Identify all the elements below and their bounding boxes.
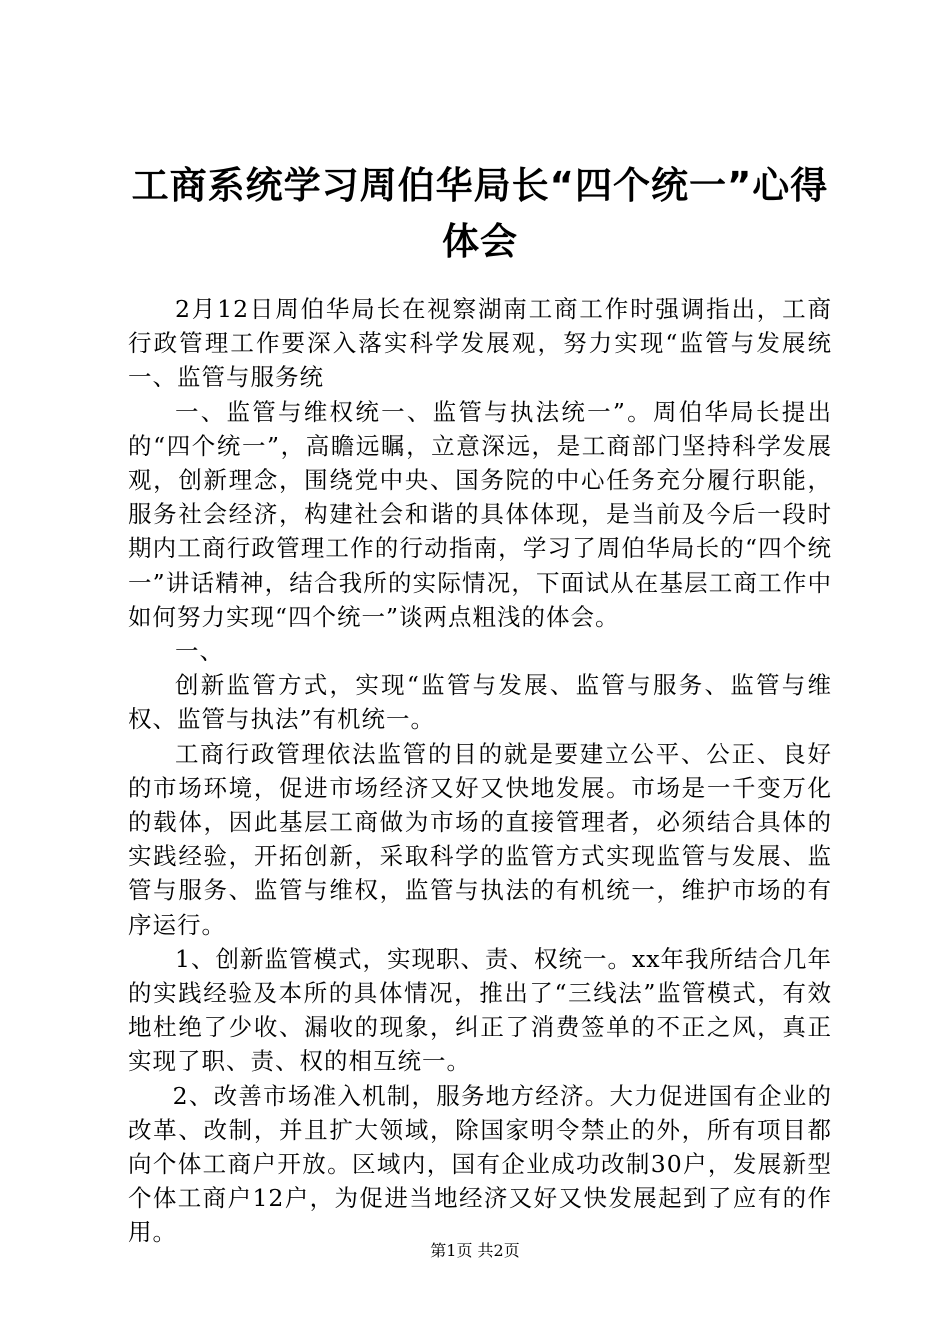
paragraph-intro: 2月12日周伯华局长在视察湖南工商工作时强调指出，工商行政管理工作要深入落实科学发展观，努力实现“监管与发展统一、监管与服务统 xyxy=(128,295,832,392)
document-body xyxy=(128,292,832,1250)
paragraph-point-1: 1、创新监管模式，实现职、责、权统一。xx年我所结合几年的实践经验及本所的具体情况，推出了“三线法”监管模式，有效地杜绝了少收、漏收的现象，纠正了消费签单的不正之风，真正实现了职、责、权的相互统一。 xyxy=(128,944,832,1076)
page-footer: 第1页 共2页 xyxy=(430,1241,520,1260)
section-heading: 创新监管方式，实现“监管与发展、监管与服务、监管与维权、监管与执法”有机统一。 xyxy=(128,671,832,734)
paragraph-point-2: 2、改善市场准入机制，服务地方经济。大力促进国有企业的改革、改制，并且扩大领域，除国家明令禁止的外，所有项目都向个体工商户开放。区域内，国有企业成功改制30户，发展新型个体工商户12户，为促进当地经济又好又快发展起到了应有的作用。 xyxy=(128,1081,832,1247)
paragraph-supervision-purpose: 工商行政管理依法监管的目的就是要建立公平、公正、良好的市场环境，促进市场经济又好又快地发展。市场是一千变万化的载体，因此基层工商做为市场的直接管理者，必须结合具体的实践经验，开拓创新，采取科学的监管方式实现监管与发展、监管与服务、监管与维权，监管与执法的有机统一，维护市场的有序运行。 xyxy=(128,739,832,939)
section-heading-number: 一、 xyxy=(175,637,224,666)
paragraph-four-unifications: 一、监管与维权统一、监管与执法统一”。周伯华局长提出的“四个统一”，高瞻远瞩，立意深远，是工商部门坚持科学发展观，创新理念，围绕党中央、国务院的中心任务充分履行职能，服务社会经济，构建社会和谐的具体体现，是当前及今后一段时期内工商行政管理工作的行动指南，学习了周伯华局长的“四个统一”讲话精神，结合我所的实际情况，下面试从在基层工商工作中如何努力实现“四个统一”谈两点粗浅的体会。 xyxy=(128,397,832,631)
document-title: 工商系统学习周伯华局长“四个统一”心得体会 xyxy=(131,164,829,263)
